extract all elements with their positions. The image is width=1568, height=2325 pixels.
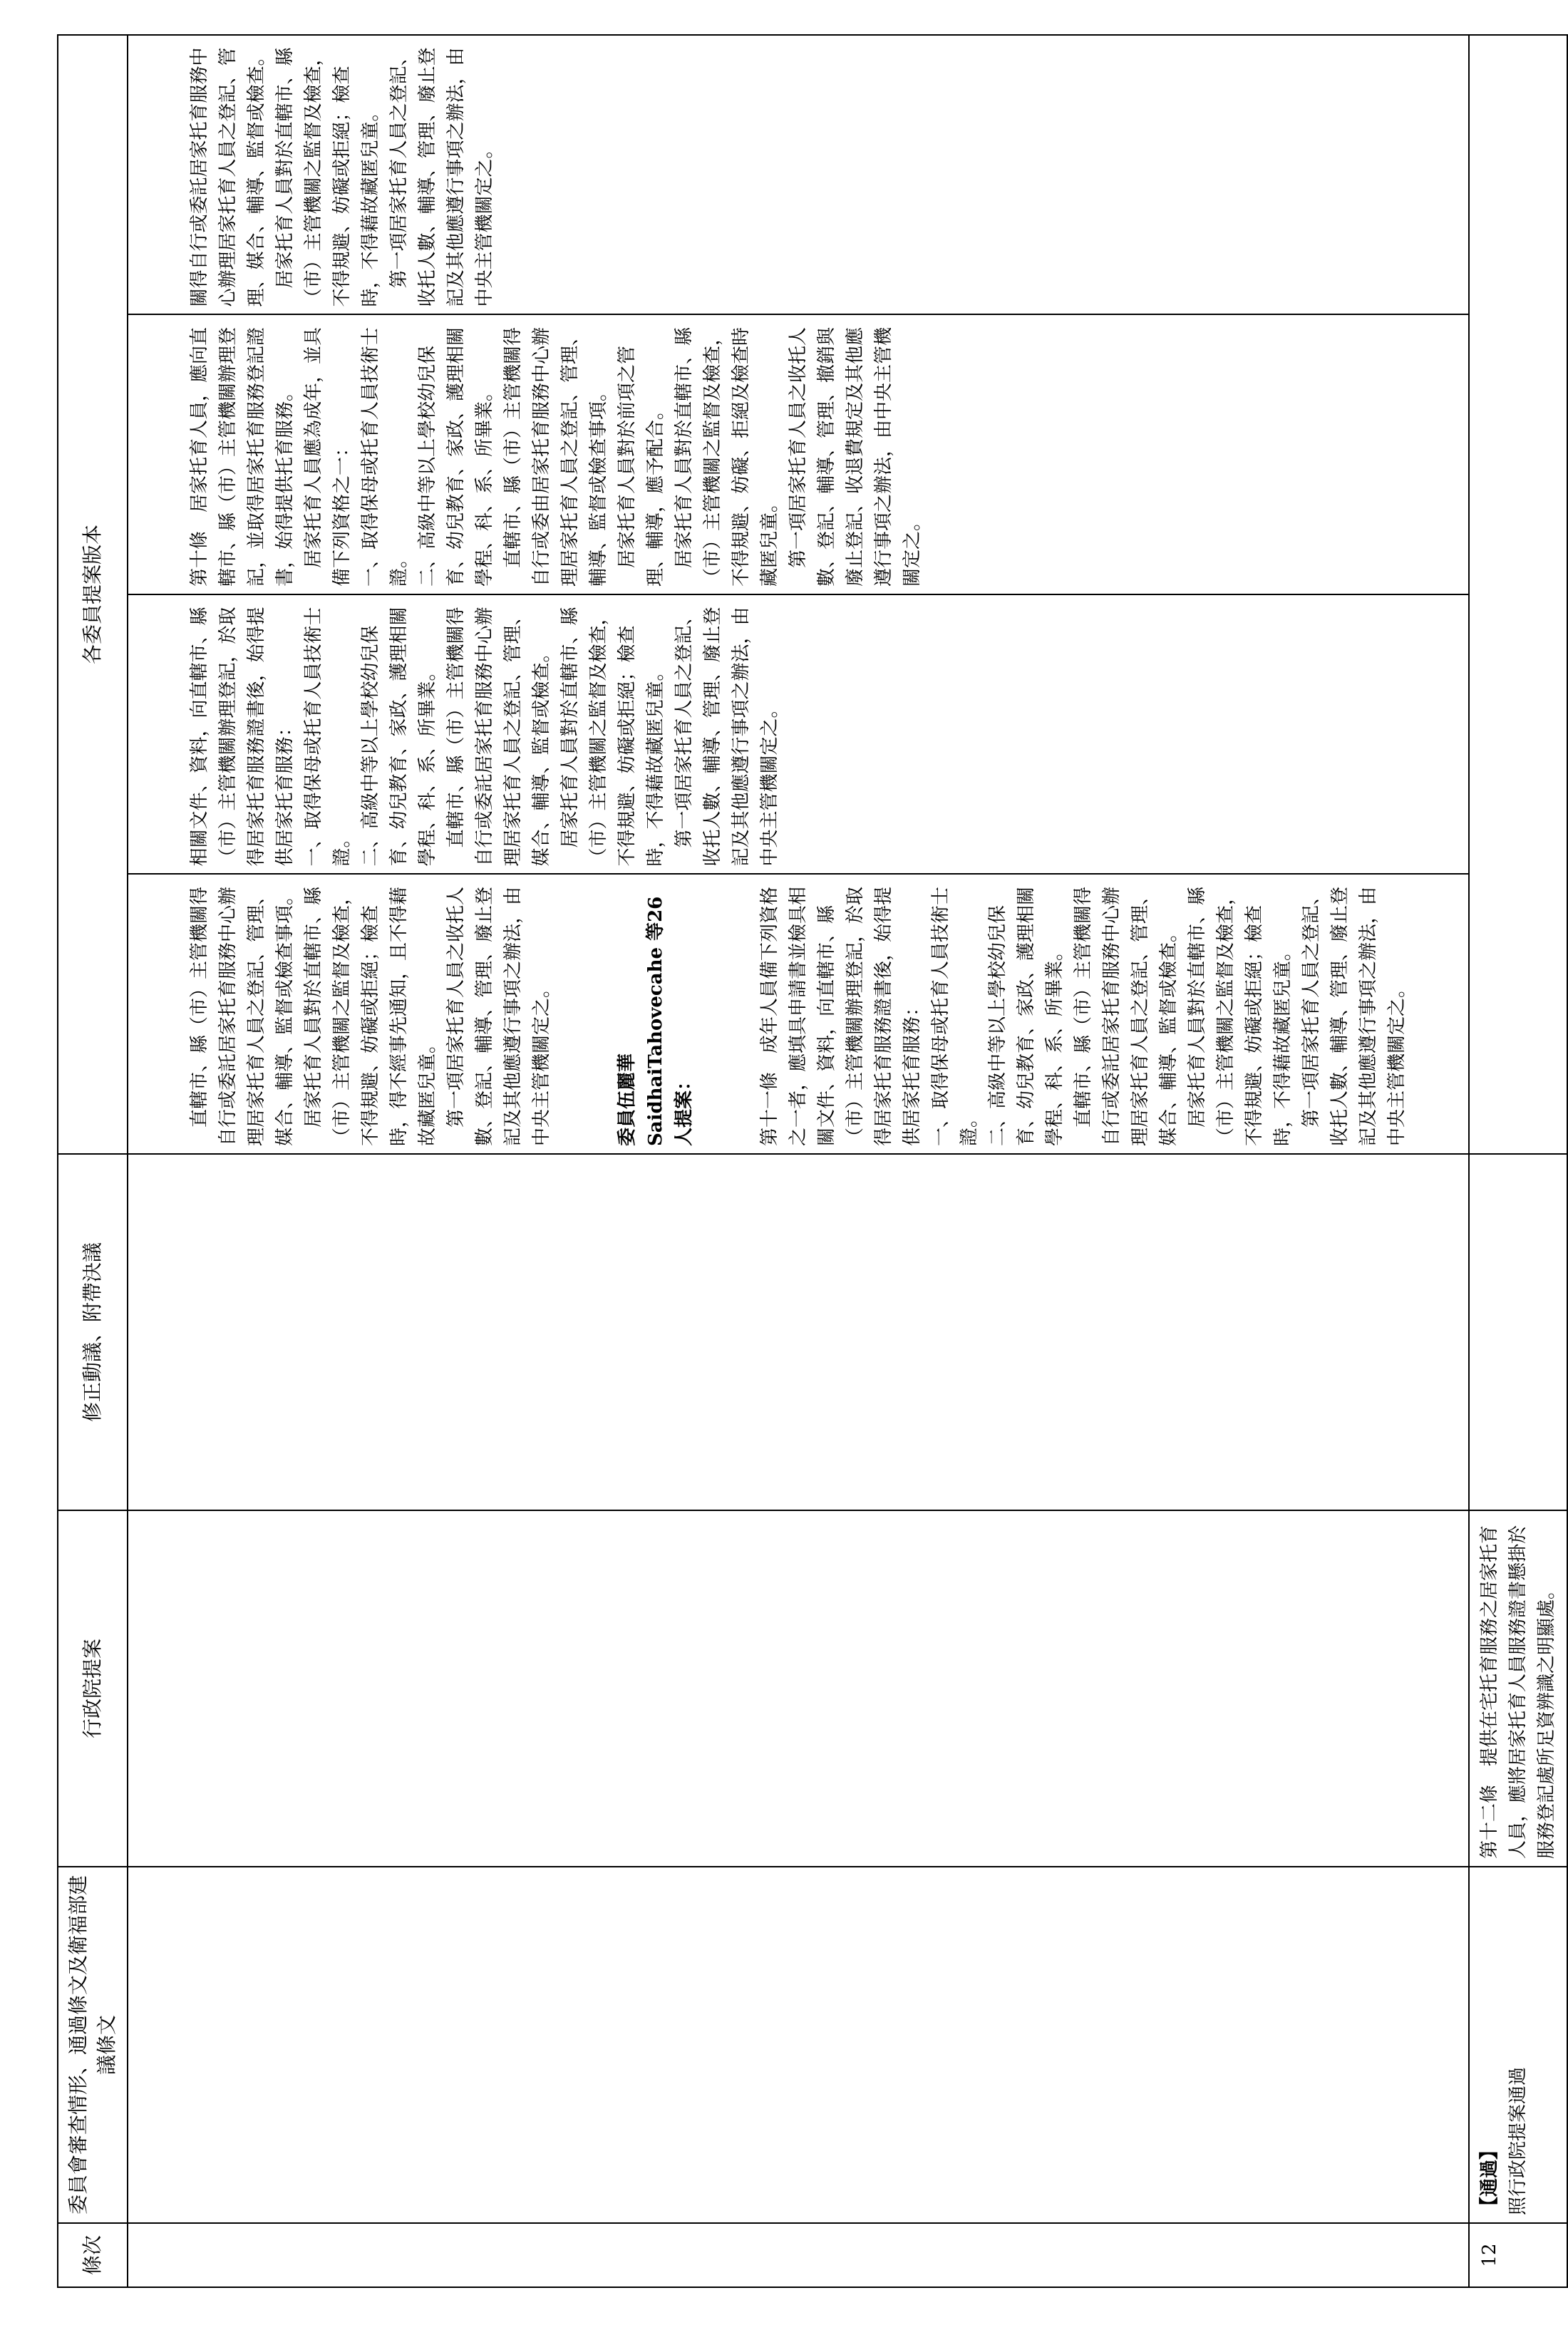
committee-title: 【通過】 (1479, 2140, 1500, 2215)
cell-exec (1469, 1510, 1567, 1867)
header-amend: 修正動議、附帶決議 (58, 1154, 128, 1510)
members-a-title: 委員伍麗華 SaidhaiTahovecahe 等26人提案： (617, 896, 695, 1146)
comparison-table (57, 34, 1568, 2288)
members-version-d (128, 36, 1468, 314)
members-version-b (128, 594, 1468, 874)
cell-members (1469, 35, 1567, 1154)
members-a2-text: 第十一條 成年人員備下列資格之一者，應填具申請書並檢具相關文件、資料，向直轄市、縣（市）主管機關辦理登記，於取得居家托育服務證書後，始得提供居家托育服務： 一、取得保母或托育人員技術士證。 二、高級中等以上學校幼兒保育、幼兒教育、家政、護理相關學程、科、系、所畢業。 直轄市、縣（市）主管機關得自行或委託居家托育服務中心辦理居家托育人員之登記、管理、媒合、輔導、監督或檢查。 居家托育人員對於直轄市、縣（市）主管機關之監督及檢查，不得規避、妨礙或拒絕；檢查時，不得藉故藏匿兒童。 第一項居家托育人員之登記、收托人數、輔導、管理、廢止登記及其他應遵行事項之辦法，由中央主管機關定之。 (759, 886, 1408, 1146)
members-d-text: 關得自行或委託居家托育服務中心辦理居家托育人員之登記、管理、媒合、輔導、監督或檢查。 居家托育人員對於直轄市、縣（市）主管機關之監督及檢查，不得規避、妨礙或拒絕；檢查時，不得藉故藏匿兒童。 第一項居家托育人員之登記、收托人數、輔導、管理、廢止登記及其他應遵行事項之辦法，由中央主管機關定之。 (189, 47, 495, 307)
table-row (128, 35, 1469, 2287)
header-members: 各委員提案版本 (58, 35, 128, 1154)
header-committee: 委員會審查情形、通過條文及衛福部建議條文 (58, 1867, 128, 2223)
members-a-text: 直轄市、縣（市）主管機關得自行或委託居家托育服務中心辦理居家托育人員之登記、管理、媒合、輔導、監督或檢查事項。 居家托育人員對於直轄市、縣（市）主管機關之監督及檢查，不得規避、妨礙或拒絕；檢查時，得不經事先通知，且不得藉故藏匿兒童。 第一項居家托育人員之收托人數、登記、輔導、管理、廢止登記及其他應遵行事項之辦法，由中央主管機關定之。 (189, 886, 552, 1146)
header-index: 條次 (58, 2223, 128, 2287)
cell-members (128, 35, 1469, 1154)
exec-text: 第十二條 提供在宅托育服務之居家托育人員，應將居家托育人員服務證書懸掛於服務登記處所足資辨識之明顯處。 (1479, 1525, 1557, 1859)
table-row (1469, 35, 1567, 2287)
cell-index: 12 (1469, 2223, 1567, 2287)
members-c-text: 第十條 居家托育人員，應向直轄市、縣（市）主管機關辦理登記，並取得居家托育服務登記證書，始得提供托育服務。 居家托育人員應為成年，並具備下列資格之一： 一、取得保母或托育人員技術士證。 二、高級中等以上學校幼兒保育、幼兒教育、家政、護理相關學程、科、系、所畢業。 直轄市、縣（市）主管機關得自行或委由居家托育服務中心辦理居家托育人員之登記、管理、輔導、監督或檢查事項。 居家托育人員對於前項之管理、輔導，應予配合。 居家托育人員對於直轄市、縣（市）主管機關之監督及檢查，不得規避、妨礙、拒絕及檢查時藏匿兒童。 第一項居家托育人員之收托人數、登記、輔導、管理、撤銷與廢止登記、收退費規定及其他應遵行事項之辦法，由中央主管機關定之。 (189, 326, 923, 587)
members-b-text: 相關文件、資料，向直轄市、縣（市）主管機關辦理登記，於取得居家托育服務證書後，始得提供居家托育服務： 一、取得保母或托育人員技術士證。 二、高級中等以上學校幼兒保育、幼兒教育、家政、護理相關學程、科、系、所畢業。 直轄市、縣（市）主管機關得自行或委託居家托育服務中心辦理居家托育人員之登記、管理、媒合、輔導、監督或檢查。 居家托育人員對於直轄市、縣（市）主管機關之監督及檢查，不得規避、妨礙或拒絕；檢查時，不得藉故藏匿兒童。 第一項居家托育人員之登記、收托人數、輔導、管理、廢止登記及其他應遵行事項之辦法，由中央主管機關定之。 (189, 607, 780, 867)
cell-exec (128, 1510, 1469, 1867)
document-page (57, 36, 1557, 2288)
members-version-c (128, 314, 1468, 594)
committee-text: 照行政院提案通過 (1507, 2066, 1529, 2215)
members-version-a (128, 874, 1468, 1154)
cell-amend (128, 1154, 1469, 1510)
cell-committee (128, 1867, 1469, 2223)
cell-index (128, 2223, 1469, 2287)
cell-amend (1469, 1154, 1567, 1510)
cell-committee (1469, 1867, 1567, 2223)
header-exec: 行政院提案 (58, 1510, 128, 1867)
